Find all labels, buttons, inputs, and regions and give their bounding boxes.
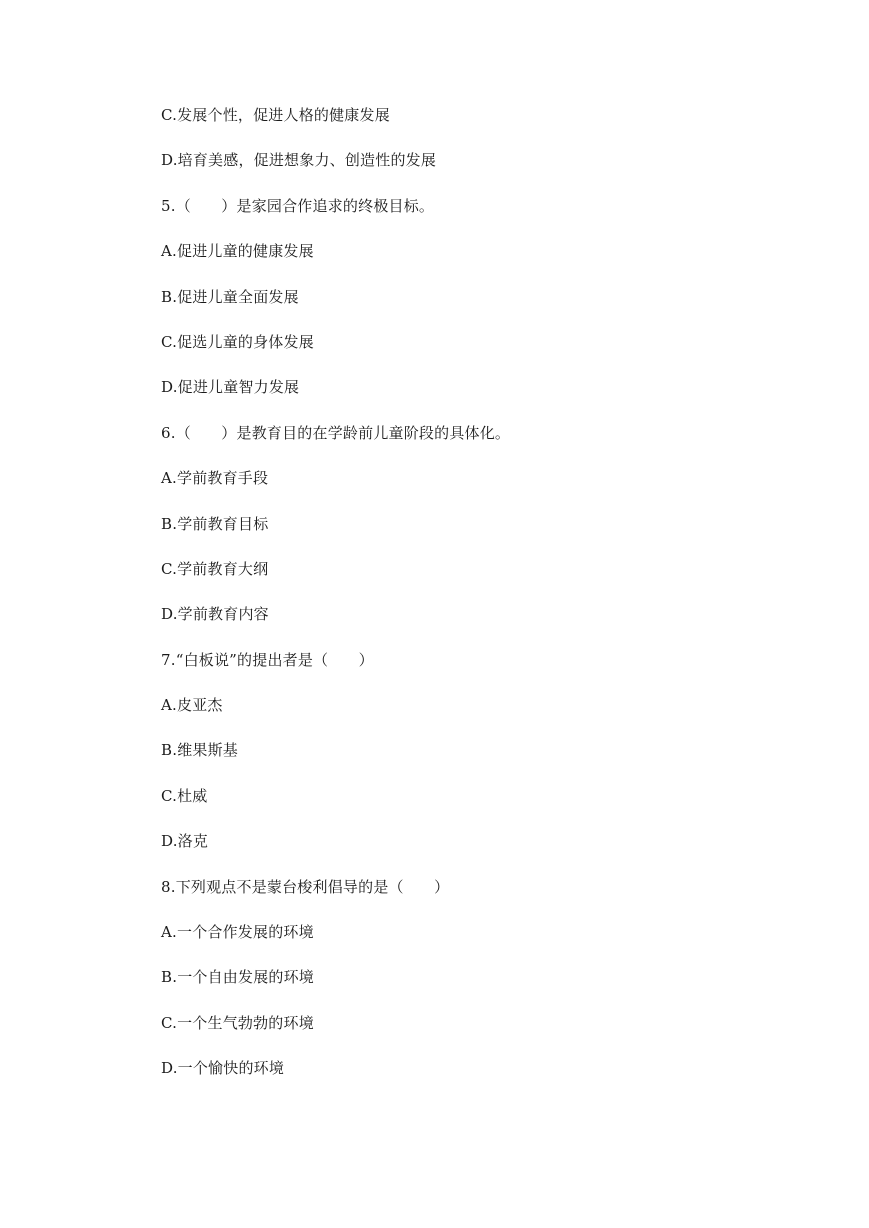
option-a-q7: A.皮亚杰 [161, 696, 223, 715]
option-d-q6: D.学前教育内容 [161, 605, 269, 624]
option-a-q5: A.促进儿童的健康发展 [161, 242, 314, 261]
option-d-q5: D.促进儿童智力发展 [161, 378, 300, 397]
question-list [161, 100, 781, 1099]
option-b-q5: B.促进儿童全面发展 [161, 287, 299, 306]
option-d-q7: D.洛克 [161, 832, 209, 851]
option-b-q7: B.维果斯基 [161, 741, 238, 760]
question-8: 8.下列观点不是蒙台梭利倡导的是（ ） [161, 877, 450, 896]
option-a-q6: A.学前教育手段 [161, 469, 269, 488]
question-7: 7.“白板说”的提出者是（ ） [161, 650, 374, 669]
option-c-q5: C.促选儿童的身体发展 [161, 332, 314, 351]
option-a-q8: A.一个合作发展的环境 [161, 923, 314, 942]
option-d-q8: D.一个愉快的环境 [161, 1059, 285, 1078]
option-b-q6: B.学前教育目标 [161, 514, 269, 533]
option-c-q4: C.发展个性，促进人格的健康发展 [161, 106, 390, 124]
question-6: 6.（ ）是教育目的在学龄前儿童阶段的具体化。 [161, 423, 511, 442]
option-c-q6: C.学前教育大纲 [161, 559, 269, 578]
option-c-q8: C.一个生气勃勃的环境 [161, 1013, 314, 1032]
option-c-q7: C.杜威 [161, 786, 208, 805]
question-5: 5.（ ）是家园合作追求的终极目标。 [161, 196, 435, 215]
option-d-q4: D.培育美感，促进想象力、创造性的发展 [161, 151, 437, 170]
option-b-q8: B.一个自由发展的环境 [161, 968, 314, 987]
